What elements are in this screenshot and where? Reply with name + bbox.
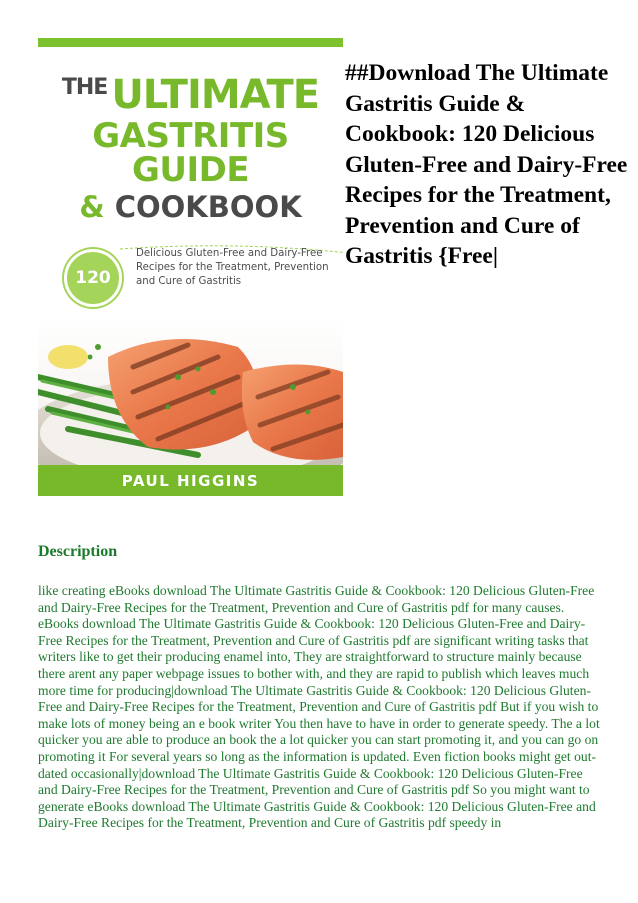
cover-badge-row (64, 243, 333, 313)
cover-title-ultimate: ULTIMATE (111, 72, 320, 118)
book-cover (38, 38, 343, 496)
cover-title-cookbook: COOKBOOK (114, 190, 302, 224)
recipe-count-badge: 120 (64, 249, 122, 307)
salmon-dish-illustration (38, 317, 343, 475)
page-title: ##Download The Ultimate Gastritis Guide & Cookbook: 120 Delicious Gluten-Free and Dairy-Free Recipes for the Treatment, Prevention and Cure of Gastritis {Free| (345, 60, 628, 269)
cover-title (38, 72, 343, 224)
description-heading: Description (38, 543, 118, 560)
description-body: like creating eBooks download The Ultimate Gastritis Guide & Cookbook: 120 Delicious Gluten-Free and Dairy-Free Recipes for the Treatment, Prevention and Cure of Gastritis pdf for many causes. eBooks download The Ultimate Gastritis Guide & Cookbook: 120 Delicious Gluten-Free and Dairy-Free Recipes for the Treatment, Prevention and Cure of Gastritis pdf are significant writing tasks that writers like to get their producing enamel into, They are straightforward to structure mainly because there arent any paper webpage issues to bother with, and they are rapid to publish which leaves much more time for producing|download The Ultimate Gastritis Guide & Cookbook: 120 Delicious Gluten-Free and Dairy-Free Recipes for the Treatment, Prevention and Cure of Gastritis pdf But if you wish to make lots of money being an e book writer You then have to have in order to generate speedy. The a lot quicker you are able to produce an book the a lot quicker you can start promoting it, and you can go on promoting it For several years so long as the information is updated. Even fiction books might get out-dated occasionally|download The Ultimate Gastritis Guide & Cookbook: 120 Delicious Gluten-Free and Dairy-Free Recipes for the Treatment, Prevention and Cure of Gastritis pdf So you might want to generate eBooks download The Ultimate Gastritis Guide & Cookbook: 120 Delicious Gluten-Free and Dairy-Free Recipes for the Treatment, Prevention and Cure of Gastritis pdf speedy in (38, 583, 600, 831)
cover-title-the: THE (61, 75, 108, 100)
cover-title-line1 (38, 72, 343, 118)
cover-author: PAUL HIGGINS (38, 465, 343, 496)
cover-title-line3 (38, 190, 343, 224)
cover-title-amp: & (79, 190, 105, 224)
cover-title-line2: GASTRITIS GUIDE (92, 116, 289, 190)
cover-subtitle: Delicious Gluten-Free and Dairy-Free Recipes for the Treatment, Prevention and Cure of Gastritis (136, 248, 329, 287)
